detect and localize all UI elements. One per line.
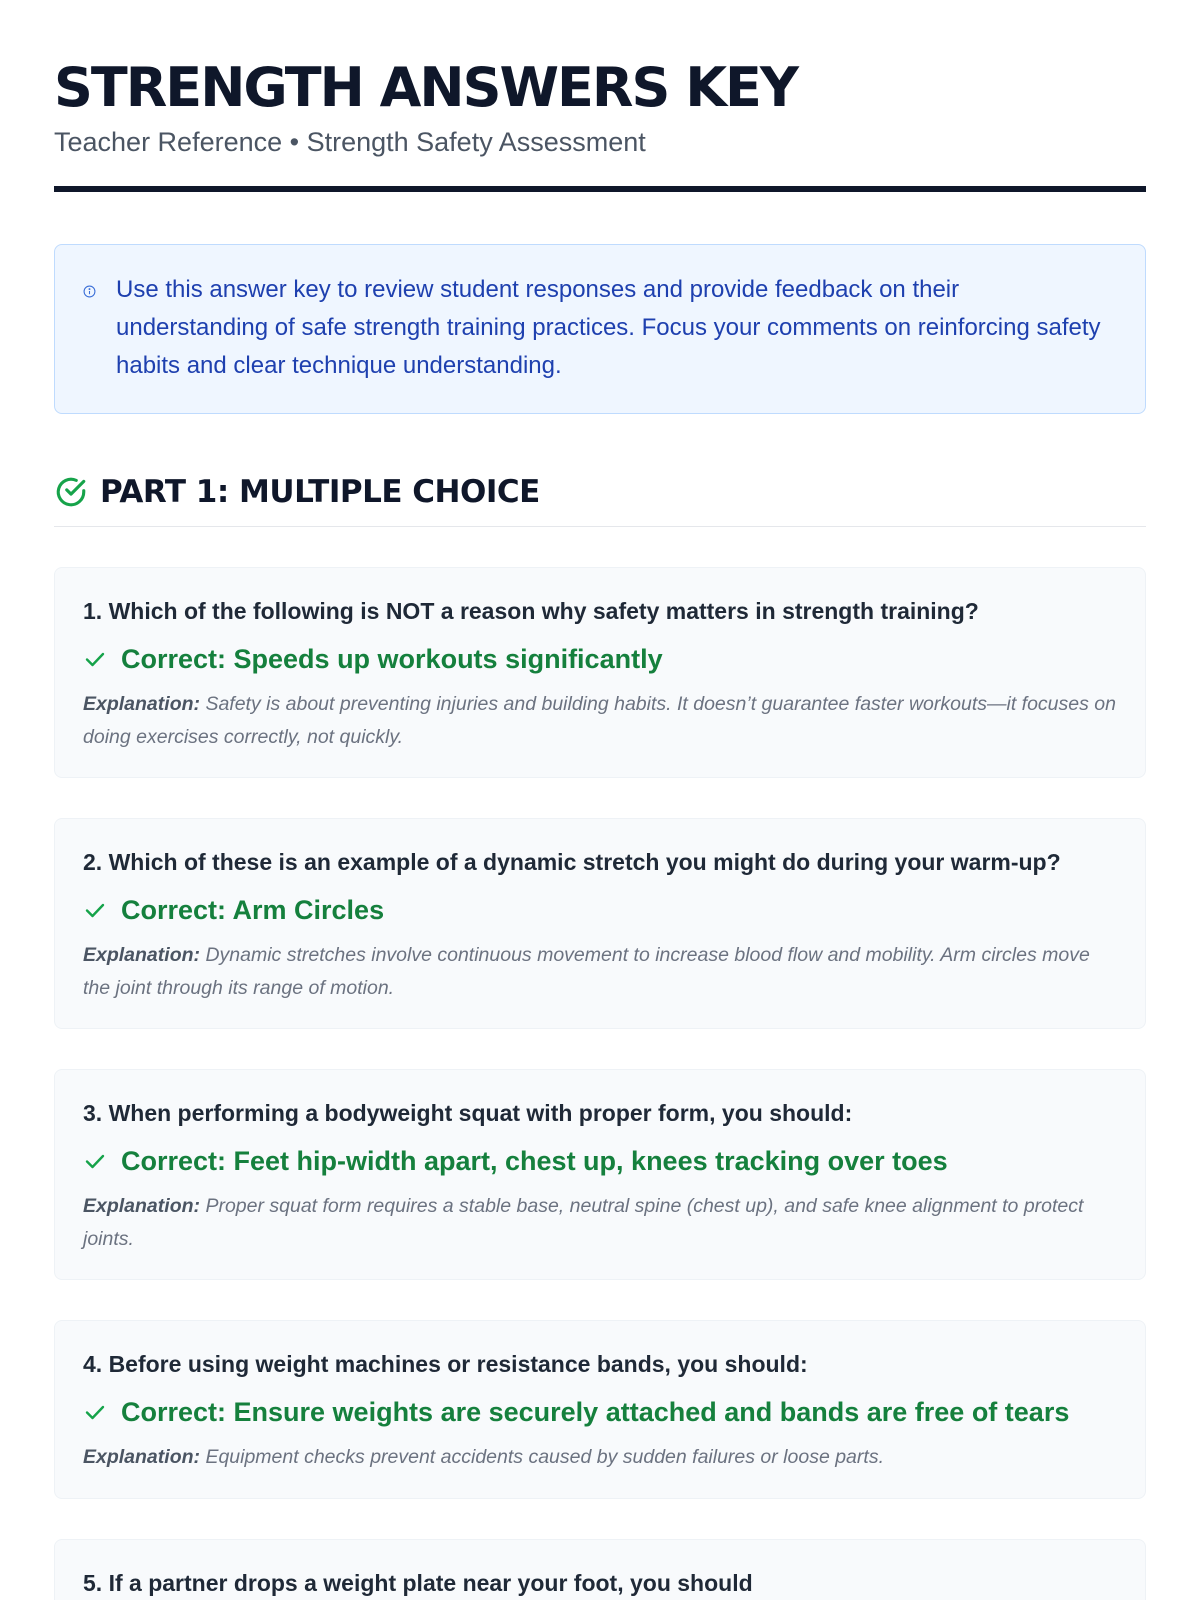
question-text: 5. If a partner drops a weight plate near your foot, you should	[83, 1570, 753, 1596]
explanation	[83, 1441, 1117, 1474]
correct-answer	[83, 1144, 1117, 1178]
page-title: STRENGTH ANSWERS KEY	[54, 56, 798, 119]
explanation-label: Explanation:	[83, 693, 201, 715]
question-card	[54, 1320, 1146, 1499]
correct-answer	[83, 893, 1117, 927]
correct-answer	[83, 1395, 1117, 1429]
checkmark-icon	[83, 898, 107, 922]
question-text: 1. Which of the following is NOT a reason why safety matters in strength training?	[83, 598, 979, 624]
checkmark-icon	[83, 1400, 107, 1424]
correct-answer	[83, 642, 1117, 676]
question-text: 3. When performing a bodyweight squat with proper form, you should:	[83, 1100, 853, 1126]
section-title: PART 1: MULTIPLE CHOICE	[100, 474, 540, 510]
answer-text: Correct: Ensure weights are securely attached and bands are free of tears	[121, 1396, 1070, 1427]
info-icon	[83, 285, 96, 298]
explanation	[83, 688, 1117, 754]
page-header	[54, 0, 1146, 192]
explanation-text: Dynamic stretches involve continuous movement to increase blood flow and mobility. Arm circles move the joint through its range of motion.	[83, 944, 1090, 999]
question-card	[54, 1539, 1146, 1600]
explanation-label: Explanation:	[83, 1446, 201, 1468]
explanation-text: Proper squat form requires a stable base, neutral spine (chest up), and safe knee alignment to protect joints.	[83, 1195, 1084, 1250]
explanation-text: Safety is about preventing injuries and building habits. It doesn’t guarantee faster workouts—it focuses on doing exercises correctly, not quickly.	[83, 693, 1116, 748]
question-text: 2. Which of these is an example of a dynamic stretch you might do during your warm-up?	[83, 849, 1061, 875]
explanation	[83, 1190, 1117, 1256]
page-subtitle: Teacher Reference • Strength Safety Assessment	[54, 127, 646, 157]
question-card	[54, 1069, 1146, 1280]
header-divider	[54, 186, 1146, 192]
answer-text: Correct: Arm Circles	[121, 894, 385, 925]
checkmark-icon	[83, 647, 107, 671]
question-list	[54, 567, 1146, 1600]
section-divider	[54, 526, 1146, 527]
explanation-label: Explanation:	[83, 944, 201, 966]
check-circle-icon	[54, 475, 88, 509]
answer-text: Correct: Feet hip-width apart, chest up, knees tracking over toes	[121, 1145, 948, 1176]
question-card	[54, 567, 1146, 778]
info-callout	[54, 244, 1146, 414]
info-text: Use this answer key to review student responses and provide feedback on their understanding of safe strength training practices. Focus your comments on reinforcing safety habits and clear technique understanding.	[116, 276, 1101, 379]
section-header-part1	[54, 472, 1146, 512]
explanation	[83, 939, 1117, 1005]
explanation-text: Equipment checks prevent accidents caused by sudden failures or loose parts.	[205, 1446, 884, 1468]
answer-text: Correct: Speeds up workouts significantly	[121, 643, 663, 674]
checkmark-icon	[83, 1149, 107, 1173]
explanation-label: Explanation:	[83, 1195, 201, 1217]
question-card	[54, 818, 1146, 1029]
question-text: 4. Before using weight machines or resistance bands, you should:	[83, 1351, 808, 1377]
